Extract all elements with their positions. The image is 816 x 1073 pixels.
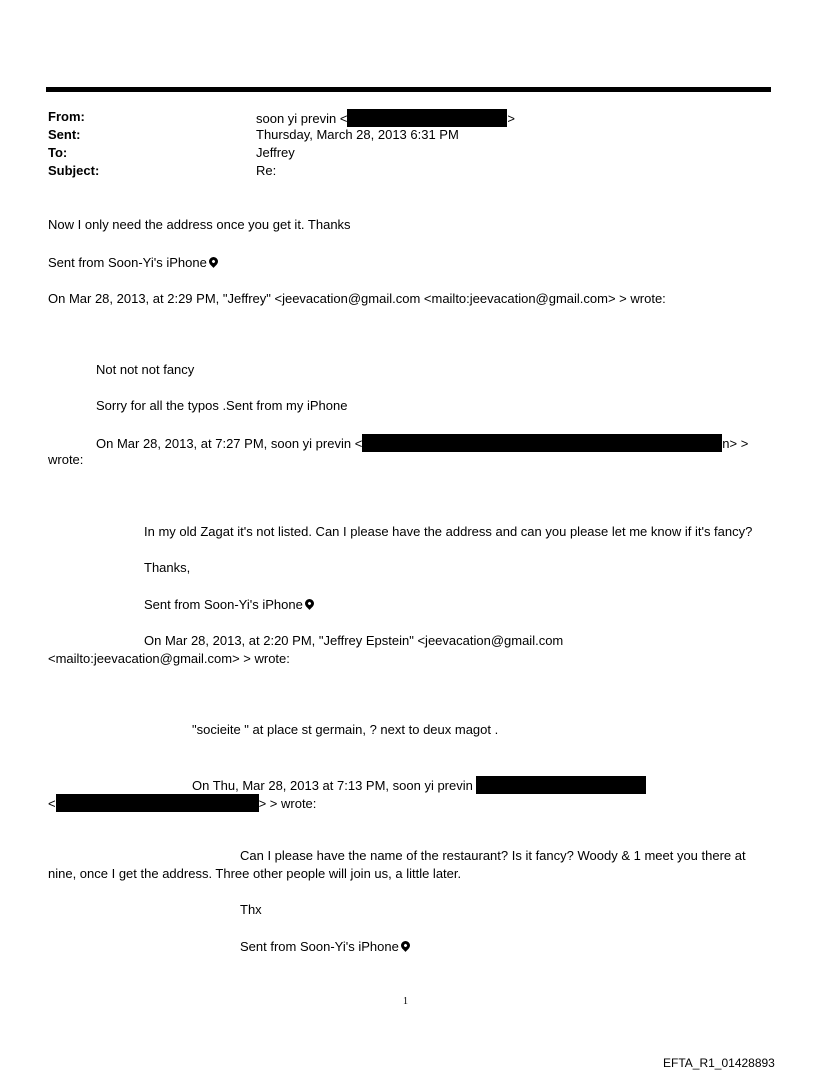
location-pin-icon <box>399 939 412 952</box>
from-value <box>256 109 515 127</box>
page-number: 1 <box>403 996 408 1007</box>
quoted-header <box>192 776 646 794</box>
quoted-header <box>96 434 748 452</box>
quote-line: Thanks, <box>144 560 191 575</box>
quote-line: Can I please have the name of the restaurant? Is it fancy? Woody & 1 meet you there at <box>240 848 746 863</box>
location-pin-icon <box>303 597 316 610</box>
quote-line: nine, once I get the address. Three other people will join us, a little later. <box>48 866 462 881</box>
quoted-header-text: n> > <box>722 436 749 451</box>
redaction-box <box>476 776 646 794</box>
to-value: Jeffrey <box>256 145 295 160</box>
quote-line: Thx <box>240 902 262 917</box>
subject-label: Subject: <box>48 163 100 178</box>
from-close: > <box>507 111 516 126</box>
signature <box>48 255 218 271</box>
quote-line: "socieite " at place st germain, ? next to deux magot . <box>192 722 499 737</box>
signature-text: Sent from Soon-Yi's iPhone <box>144 597 303 612</box>
from-label: From: <box>48 109 85 124</box>
sent-value: Thursday, March 28, 2013 6:31 PM <box>256 127 459 142</box>
quoted-header: On Mar 28, 2013, at 2:20 PM, "Jeffrey Epstein" <jeevacation@gmail.com <box>144 633 564 648</box>
quoted-header-text: On Mar 28, 2013, at 7:27 PM, soon yi previn < <box>96 436 363 451</box>
document-id: EFTA_R1_01428893 <box>663 1056 775 1070</box>
location-pin-icon <box>207 255 220 268</box>
sent-label: Sent: <box>48 127 81 142</box>
signature <box>144 597 314 613</box>
quoted-header-text: > > wrote: <box>258 796 317 811</box>
signature-text: Sent from Soon-Yi's iPhone <box>240 939 399 954</box>
quoted-header-text: < <box>48 796 56 811</box>
quoted-header: <mailto:jeevacation@gmail.com> > wrote: <box>48 651 290 666</box>
quoted-header: wrote: <box>48 452 84 467</box>
subject-value: Re: <box>256 163 277 178</box>
quote-line: In my old Zagat it's not listed. Can I please have the address and can you please let me know if it's fancy? <box>144 524 753 539</box>
quote-line: Sorry for all the typos .Sent from my iPhone <box>96 398 348 413</box>
to-label: To: <box>48 145 68 160</box>
header-rule <box>46 87 771 92</box>
signature <box>240 939 410 955</box>
quote-line: Not not not fancy <box>96 362 195 377</box>
redaction-box <box>362 434 722 452</box>
redaction-box <box>56 794 259 812</box>
redaction-box <box>347 109 507 127</box>
signature-text: Sent from Soon-Yi's iPhone <box>48 255 207 270</box>
body-line: Now I only need the address once you get it. Thanks <box>48 217 351 232</box>
quoted-header <box>48 794 316 812</box>
quoted-header-text: On Thu, Mar 28, 2013 at 7:13 PM, soon yi previn <box>192 778 473 793</box>
from-name: soon yi previn < <box>256 111 348 126</box>
quoted-header: On Mar 28, 2013, at 2:29 PM, "Jeffrey" <jeevacation@gmail.com <mailto:jeevacation@gmail.com> > wrote: <box>48 291 666 306</box>
